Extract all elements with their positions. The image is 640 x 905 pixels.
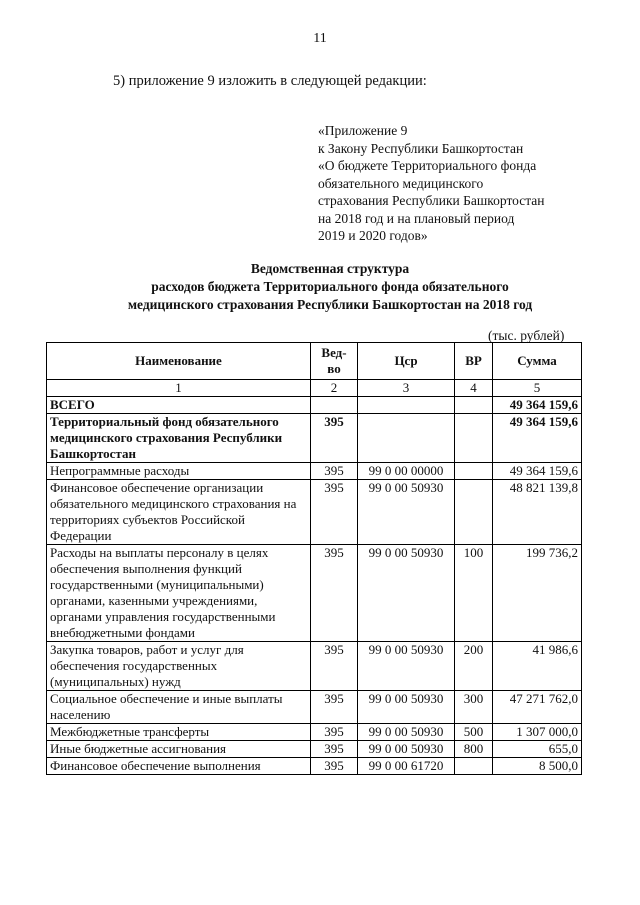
header-ved <box>311 343 358 380</box>
header-ved-line: во <box>327 361 341 376</box>
header-vr: ВР <box>455 343 493 380</box>
table-body <box>47 397 582 775</box>
row-vr: 100 <box>455 545 493 642</box>
row-sum: 8 500,0 <box>493 758 582 775</box>
row-vr: 500 <box>455 724 493 741</box>
intro-text: 5) приложение 9 изложить в следующей редакции: <box>113 73 427 89</box>
row-sum: 49 364 159,6 <box>493 397 582 414</box>
appendix-line: «Приложение 9 <box>318 123 408 138</box>
document-title <box>40 260 620 314</box>
row-sum: 49 364 159,6 <box>493 414 582 463</box>
row-csr: 99 0 00 50930 <box>358 642 455 691</box>
row-vr <box>455 480 493 545</box>
appendix-line: страхования Республики Башкортостан <box>318 193 545 208</box>
row-csr: 99 0 00 50930 <box>358 480 455 545</box>
table-row <box>47 414 582 463</box>
header-sum: Сумма <box>493 343 582 380</box>
budget-table <box>46 342 582 775</box>
row-vr <box>455 758 493 775</box>
row-vr <box>455 414 493 463</box>
table-row <box>47 642 582 691</box>
row-ved: 395 <box>311 545 358 642</box>
appendix-line: к Закону Республики Башкортостан <box>318 140 524 156</box>
row-ved: 395 <box>311 463 358 480</box>
row-csr: 99 0 00 00000 <box>358 463 455 480</box>
header-ved-line: Вед- <box>321 345 347 360</box>
header-csr: Цср <box>358 343 455 380</box>
row-vr: 300 <box>455 691 493 724</box>
table-row <box>47 724 582 741</box>
column-number: 4 <box>455 380 493 397</box>
table-row <box>47 480 582 545</box>
row-name: Непрограммные расходы <box>47 463 311 480</box>
title-line: Ведомственная структура <box>250 261 410 276</box>
row-name: Финансовое обеспечение организации обязательного медицинского страхования на территориях субъектов Российской Федерации <box>47 480 311 545</box>
row-name: Социальное обеспечение и иные выплаты населению <box>47 691 311 724</box>
row-csr: 99 0 00 50930 <box>358 724 455 741</box>
row-ved: 395 <box>311 414 358 463</box>
row-name: Финансовое обеспечение выполнения <box>47 758 311 775</box>
row-ved: 395 <box>311 758 358 775</box>
header-name: Наименование <box>47 343 311 380</box>
row-vr <box>455 397 493 414</box>
table-row <box>47 758 582 775</box>
column-number: 2 <box>311 380 358 397</box>
row-ved: 395 <box>311 724 358 741</box>
row-vr: 800 <box>455 741 493 758</box>
table-row <box>47 545 582 642</box>
row-name: Межбюджетные трансферты <box>47 724 311 741</box>
row-name: Расходы на выплаты персоналу в целях обеспечения выполнения функций государственными (муниципальными) органами, казенными учреждениями, органами управления государственными внебюджетными фондами <box>47 545 311 642</box>
row-name: ВСЕГО <box>47 397 311 414</box>
table-row <box>47 397 582 414</box>
row-ved <box>311 397 358 414</box>
appendix-line: 2019 и 2020 годов» <box>318 228 428 243</box>
row-vr <box>455 463 493 480</box>
table-row <box>47 463 582 480</box>
row-sum: 199 736,2 <box>493 545 582 642</box>
row-ved: 395 <box>311 480 358 545</box>
appendix-line: обязательного медицинского <box>318 175 484 191</box>
table-row <box>47 691 582 724</box>
row-sum: 48 821 139,8 <box>493 480 582 545</box>
row-ved: 395 <box>311 741 358 758</box>
column-number: 5 <box>493 380 582 397</box>
row-ved: 395 <box>311 642 358 691</box>
title-line: медицинского страхования Республики Башкортостан на 2018 год <box>127 297 533 312</box>
column-number-row <box>47 380 582 397</box>
row-csr: 99 0 00 50930 <box>358 545 455 642</box>
table-row <box>47 741 582 758</box>
row-sum: 49 364 159,6 <box>493 463 582 480</box>
row-sum: 655,0 <box>493 741 582 758</box>
title-line: расходов бюджета Территориального фонда обязательного <box>151 279 509 294</box>
row-csr <box>358 397 455 414</box>
row-sum: 47 271 762,0 <box>493 691 582 724</box>
row-name: Территориальный фонд обязательного медицинского страхования Республики Башкортостан <box>47 414 311 463</box>
row-ved: 395 <box>311 691 358 724</box>
row-vr: 200 <box>455 642 493 691</box>
row-sum: 41 986,6 <box>493 642 582 691</box>
row-sum: 1 307 000,0 <box>493 724 582 741</box>
row-csr: 99 0 00 61720 <box>358 758 455 775</box>
row-csr <box>358 414 455 463</box>
column-number: 3 <box>358 380 455 397</box>
row-name: Иные бюджетные ассигнования <box>47 741 311 758</box>
column-number: 1 <box>47 380 311 397</box>
appendix-line: на 2018 год и на плановый период <box>318 210 515 226</box>
page-number: 11 <box>313 31 327 46</box>
appendix-reference <box>318 122 618 245</box>
appendix-line: «О бюджете Территориального фонда <box>318 158 537 173</box>
row-csr: 99 0 00 50930 <box>358 741 455 758</box>
row-name: Закупка товаров, работ и услуг для обеспечения государственных (муниципальных) нужд <box>47 642 311 691</box>
units-label: (тыс. рублей) <box>488 328 565 343</box>
row-csr: 99 0 00 50930 <box>358 691 455 724</box>
